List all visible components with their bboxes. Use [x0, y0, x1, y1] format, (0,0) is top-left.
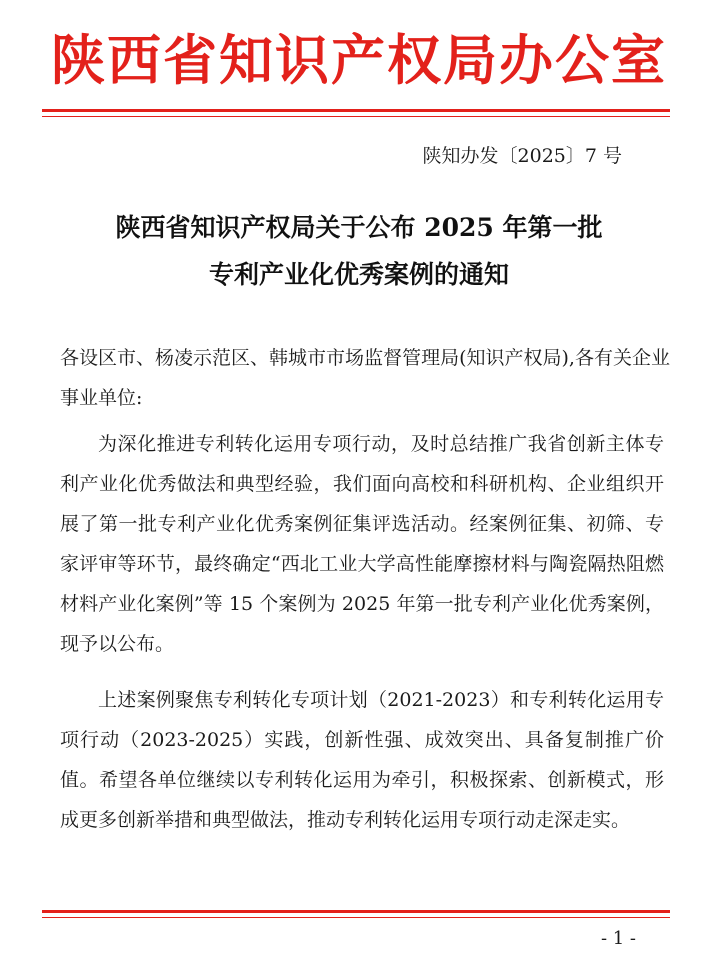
notice-title-line-2: 专利产业化优秀案例的通知 — [208, 260, 509, 289]
footer-red-rule-thin — [42, 917, 670, 918]
issuing-office-header: 陕西省知识产权局办公室 — [51, 28, 667, 92]
notice-title-line-1: 陕西省知识产权局关于公布 2025 年第一批 — [115, 213, 603, 242]
body-paragraph-2-block — [60, 680, 664, 840]
body-paragraph-1: 为深化推进专利转化运用专项行动，及时总结推广我省创新主体专利产业化优秀做法和典型经验，我们面向高校和科研机构、企业组织开展了第一批专利产业化优秀案例征集评选活动。经案例征集、初筛、专家评审等环节，最终确定“西北工业大学高性能摩擦材料与陶瓷隔热阻燃材料产业化案例”等 15 个案例为 2025 年第一批专利产业化优秀案例，现予以公布。 — [60, 433, 664, 655]
addressee-block — [60, 338, 670, 418]
footer-red-rule-thick — [42, 910, 670, 913]
body-paragraph-1-block — [60, 424, 664, 664]
header-red-rule-thin — [42, 116, 670, 117]
page-number: - 1 - — [600, 928, 636, 949]
body-paragraph-2: 上述案例聚焦专利转化专项计划（2021-2023）和专利转化运用专项行动（2023-2025）实践，创新性强、成效突出、具备复制推广价值。希望各单位继续以专利转化运用为牵引，积极探索、创新模式，形成更多创新举措和典型做法，推动专利转化运用专项行动走深走实。 — [60, 689, 664, 831]
document-number: 陕知办发〔2025〕7 号 — [422, 145, 622, 167]
addressee-text: 各设区市、杨凌示范区、韩城市市场监督管理局(知识产权局),各有关企业事业单位: — [60, 347, 670, 409]
header-red-rule-thick — [42, 109, 670, 112]
